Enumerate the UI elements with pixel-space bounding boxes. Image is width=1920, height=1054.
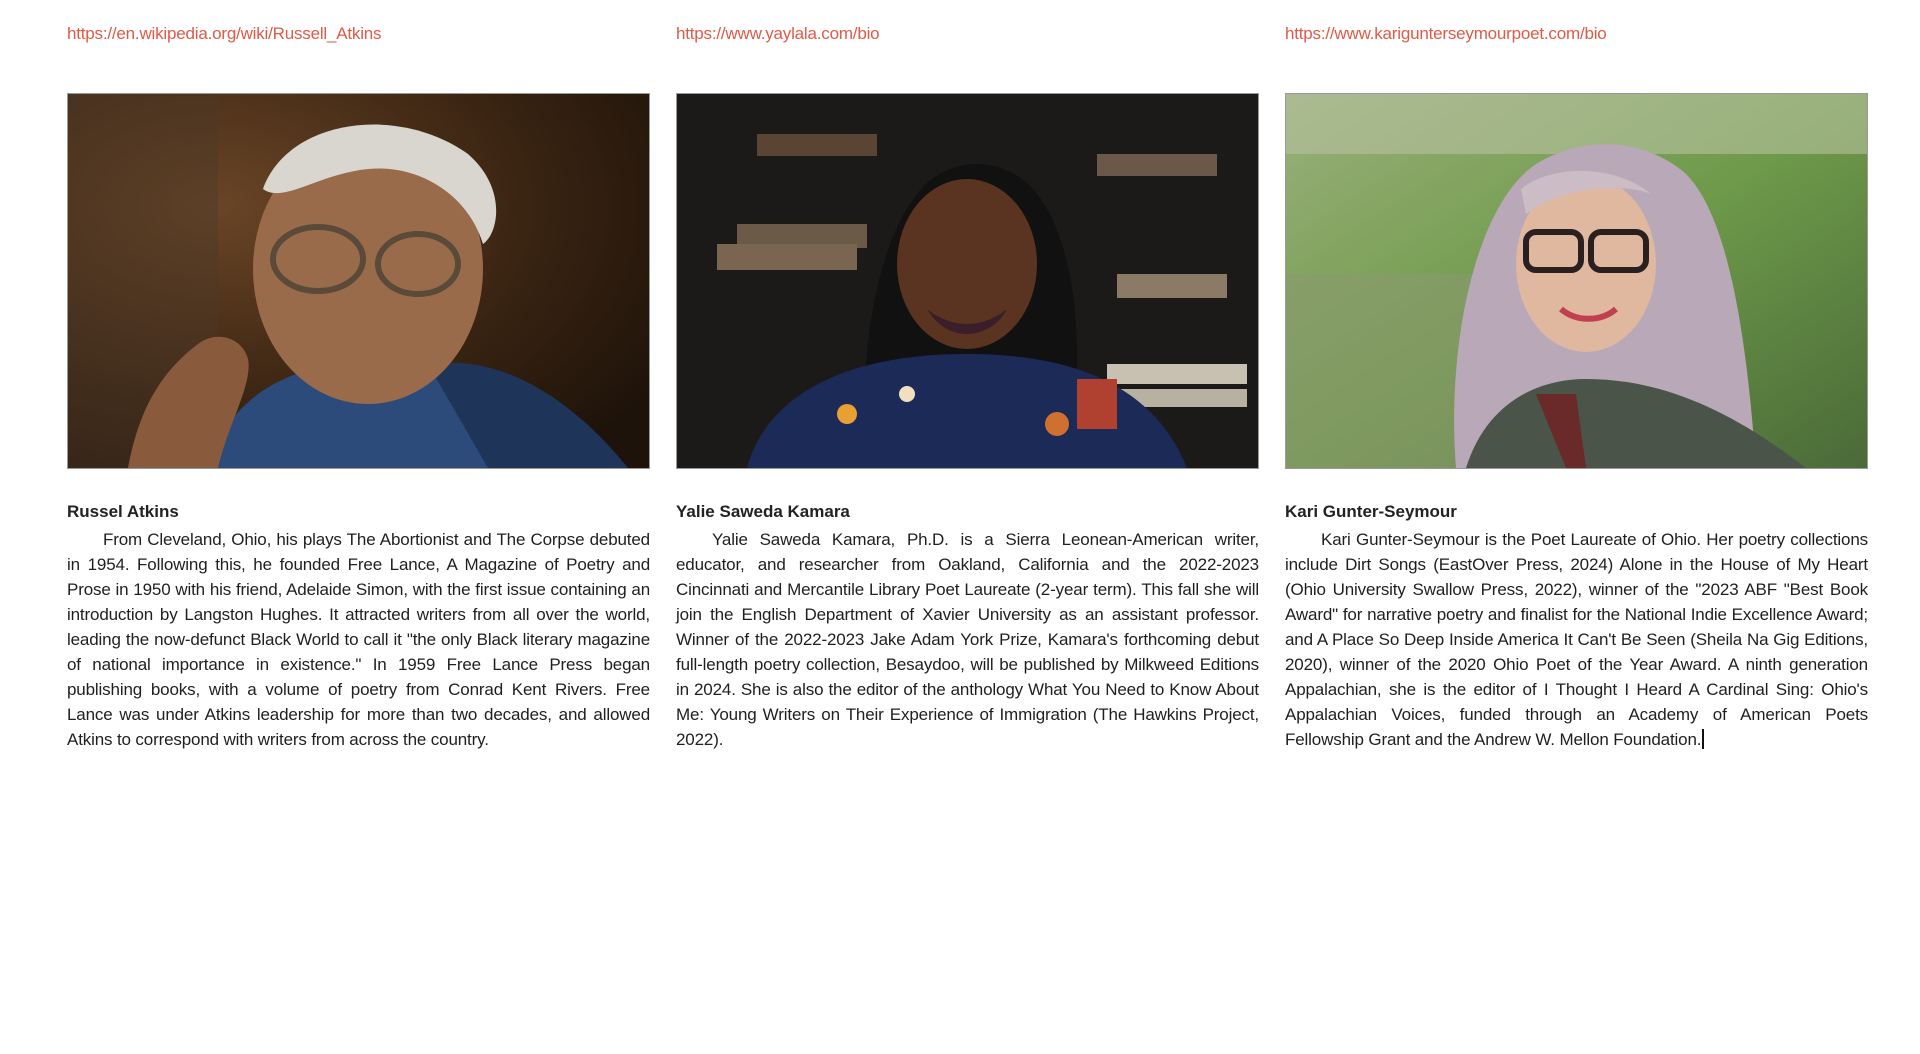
source-link[interactable]: https://en.wikipedia.org/wiki/Russell_Atkins bbox=[67, 24, 382, 43]
source-link[interactable]: https://www.karigunterseymourpoet.com/bio bbox=[1285, 24, 1607, 43]
text-cursor bbox=[1702, 729, 1704, 749]
poet-bio: From Cleveland, Ohio, his plays The Abortionist and The Corpse debuted in 1954. Following this, he founded Free Lance, A Magazine of Poetry and Prose in 1950 with his friend, Adelaide Simon, with the first issue containing an introduction by Langston Hughes. It attracted writers from all over the world, leading the now-defunct Black World to call it "the only Black literary magazine of national importance in existence." In 1959 Free Lance Press began publishing books, with a volume of poetry from Conrad Kent Rivers. Free Lance was under Atkins leadership for more than two decades, and allowed Atkins to correspond with writers from across the country. bbox=[67, 530, 650, 749]
poet-photo bbox=[67, 93, 650, 469]
source-link[interactable]: https://www.yaylala.com/bio bbox=[676, 24, 880, 43]
poet-photo bbox=[1285, 93, 1868, 469]
poet-bio: Yalie Saweda Kamara, Ph.D. is a Sierra Leonean-American writer, educator, and researcher from Oakland, California and the 2022-2023 Cincinnati and Mercantile Library Poet Laureate (2-year term). This fall she will join the English Department of Xavier University as an assistant professor. Winner of the 2022-2023 Jake Adam York Prize, Kamara's forthcoming debut full-length poetry collection, Besaydoo, will be published by Milkweed Editions in 2024. She is also the editor of the anthology What You Need to Know About Me: Young Writers on Their Experience of Immigration (The Hawkins Project, 2022). bbox=[676, 530, 1259, 749]
poet-name: Yalie Saweda Kamara bbox=[676, 502, 850, 521]
poet-bio bbox=[1285, 527, 1868, 752]
poet-bio-text: Kari Gunter-Seymour is the Poet Laureate of Ohio. Her poetry collections include Dirt Songs (EastOver Press, 2024) Alone in the House of My Heart (Ohio University Swallow Press, 2022), winner of the "2023 ABF "Best Book Award" for narrative poetry and finalist for the National Indie Excellence Award; and A Place So Deep Inside America It Can't Be Seen (Sheila Na Gig Editions, 2020), winner of the 2020 Ohio Poet of the Year Award. A ninth generation Appalachian, she is the editor of I Thought I Heard A Cardinal Sing: Ohio's Appalachian Voices, funded through an Academy of American Poets Fellowship Grant and the Andrew W. Mellon Foundation. bbox=[1285, 530, 1868, 749]
poet-photo bbox=[676, 93, 1259, 469]
poet-name: Russel Atkins bbox=[67, 502, 179, 521]
poet-name: Kari Gunter-Seymour bbox=[1285, 502, 1457, 521]
